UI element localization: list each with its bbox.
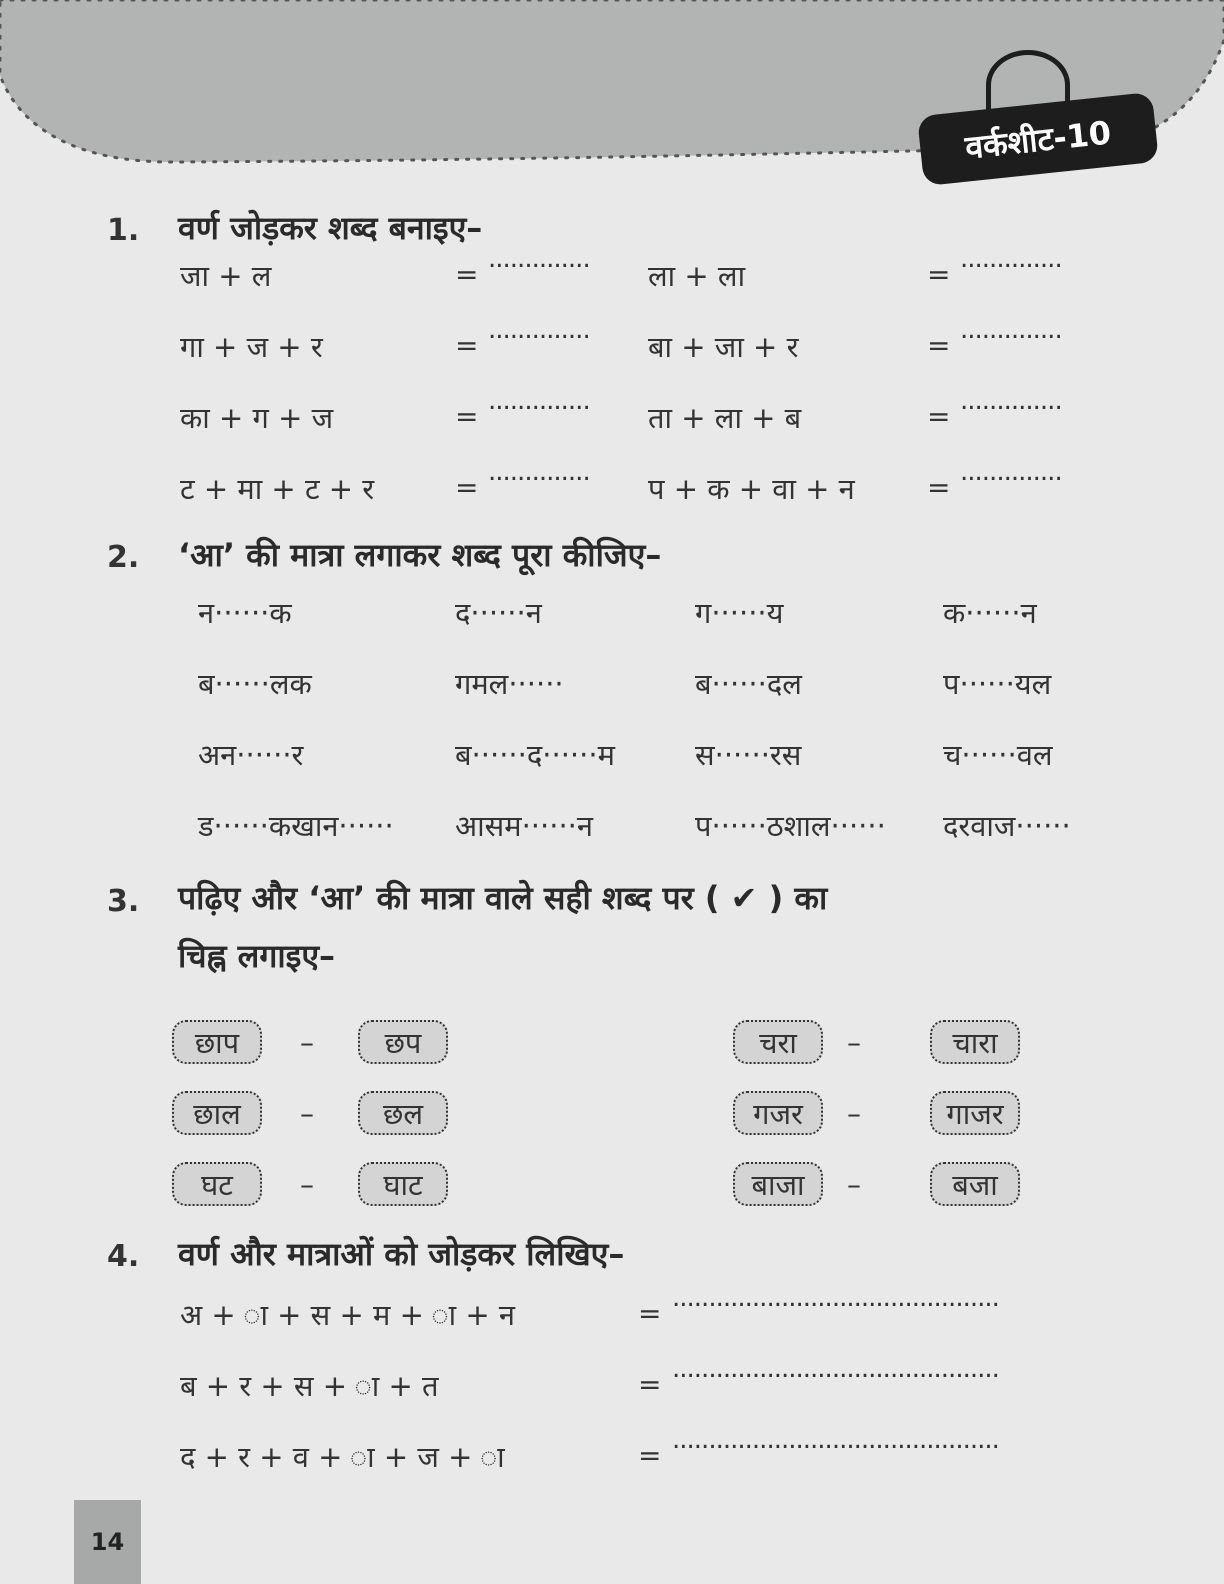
q3-option-ghaat[interactable]: घाट <box>358 1162 448 1206</box>
q2-r3-c1[interactable]: अन······र <box>198 738 304 772</box>
q2-r3-c4[interactable]: च······वल <box>943 738 1053 772</box>
q4-instruction: वर्ण और मात्राओं को जोड़कर लिखिए– <box>178 1235 625 1273</box>
q1-row3-left-blank[interactable]: .............. <box>488 386 590 416</box>
q3-option-chhal[interactable]: छल <box>358 1091 448 1135</box>
q3-option-gaajar[interactable]: गाजर <box>930 1091 1020 1135</box>
q3-option-chaara[interactable]: चारा <box>930 1020 1020 1064</box>
q1-row2-eq2: = <box>927 329 951 362</box>
q1-row1-left: जा + ल <box>180 259 272 293</box>
q1-row4-right: प + क + वा + न <box>648 472 855 506</box>
q1-row4-left: ट + मा + ट + र <box>180 472 375 506</box>
q3-option-chara[interactable]: चरा <box>733 1020 823 1064</box>
q1-row1-eq: = <box>455 258 479 291</box>
q3-option-gajar[interactable]: गजर <box>733 1091 823 1135</box>
q2-instruction: ‘आ’ की मात्रा लगाकर शब्द पूरा कीजिए– <box>178 536 662 574</box>
q4-row3: द + र + व + ा + ज + ा <box>180 1440 505 1474</box>
q1-row1-left-blank[interactable]: .............. <box>488 244 590 274</box>
q1-row4-left-blank[interactable]: .............. <box>488 457 590 487</box>
q2-r2-c3[interactable]: ब······दल <box>695 667 802 701</box>
q4-row3-blank[interactable]: ............................................. <box>672 1425 999 1455</box>
q3-dash: – <box>847 1097 861 1130</box>
q1-row3-eq2: = <box>927 400 951 433</box>
q1-row1-right: ला + ला <box>648 259 746 293</box>
q1-row2-left: गा + ज + र <box>180 330 323 364</box>
q2-r2-c4[interactable]: प······यल <box>943 667 1052 701</box>
q3-option-chhap2[interactable]: छप <box>358 1020 448 1064</box>
q2-r1-c3[interactable]: ग······य <box>695 596 784 630</box>
q1-row2-right: बा + जा + र <box>648 330 799 364</box>
q2-r2-c1[interactable]: ब······लक <box>198 667 312 701</box>
q1-row4-eq: = <box>455 471 479 504</box>
q3-option-baja[interactable]: बजा <box>930 1162 1020 1206</box>
q4-row1-blank[interactable]: ............................................. <box>672 1283 999 1313</box>
q4-row2: ब + र + स + ा + त <box>180 1369 439 1403</box>
q4-row1-eq: = <box>638 1297 662 1330</box>
q3-dash: – <box>300 1026 314 1059</box>
q1-row2-left-blank[interactable]: .............. <box>488 315 590 345</box>
q3-dash: – <box>847 1026 861 1059</box>
page-number: 14 <box>74 1500 141 1584</box>
q2-r2-c2[interactable]: गमल······ <box>455 667 564 701</box>
q2-r1-c4[interactable]: क······न <box>943 596 1037 630</box>
q1-instruction: वर्ण जोड़कर शब्द बनाइए– <box>178 209 483 247</box>
q3-instruction-line1: पढ़िए और ‘आ’ की मात्रा वाले सही शब्द पर ( ✔ ) का <box>178 879 828 917</box>
q2-r4-c4[interactable]: दरवाज······ <box>943 809 1071 843</box>
q3-option-ghat[interactable]: घट <box>172 1162 262 1206</box>
q2-r3-c3[interactable]: स······रस <box>695 738 802 772</box>
q1-row4-eq2: = <box>927 471 951 504</box>
q1-number: 1. <box>107 213 140 248</box>
q3-dash: – <box>300 1097 314 1130</box>
q1-row4-right-blank[interactable]: .............. <box>960 457 1062 487</box>
q4-row2-eq: = <box>638 1368 662 1401</box>
q1-row3-left: का + ग + ज <box>180 401 334 435</box>
q4-row2-blank[interactable]: ............................................. <box>672 1354 999 1384</box>
q2-r1-c2[interactable]: द······न <box>455 596 542 630</box>
q3-dash: – <box>300 1168 314 1201</box>
q1-row3-right: ता + ला + ब <box>648 401 802 435</box>
q1-row2-eq: = <box>455 329 479 362</box>
q1-row2-right-blank[interactable]: .............. <box>960 315 1062 345</box>
q3-option-baaja[interactable]: बाजा <box>733 1162 823 1206</box>
q4-number: 4. <box>107 1239 140 1274</box>
q3-option-chhaal[interactable]: छाल <box>172 1091 262 1135</box>
q3-instruction-line2: चिह्न लगाइए– <box>178 937 336 975</box>
q4-row3-eq: = <box>638 1439 662 1472</box>
q2-r3-c2[interactable]: ब······द······म <box>455 738 615 772</box>
worksheet-badge: वर्कशीट-10 <box>917 92 1159 186</box>
q1-row1-eq2: = <box>927 258 951 291</box>
q2-r4-c2[interactable]: आसम······न <box>455 809 593 843</box>
q3-option-chhap[interactable]: छाप <box>172 1020 262 1064</box>
q2-r1-c1[interactable]: न······क <box>198 596 292 630</box>
q3-dash: – <box>847 1168 861 1201</box>
q2-r4-c3[interactable]: प······ठशाल······ <box>695 809 886 843</box>
q4-row1: अ + ा + स + म + ा + न <box>180 1298 515 1332</box>
q3-number: 3. <box>107 884 140 919</box>
q1-row3-right-blank[interactable]: .............. <box>960 386 1062 416</box>
q1-row3-eq: = <box>455 400 479 433</box>
q2-number: 2. <box>107 540 140 575</box>
q2-r4-c1[interactable]: ड······कखान······ <box>198 809 394 843</box>
q1-row1-right-blank[interactable]: .............. <box>960 244 1062 274</box>
